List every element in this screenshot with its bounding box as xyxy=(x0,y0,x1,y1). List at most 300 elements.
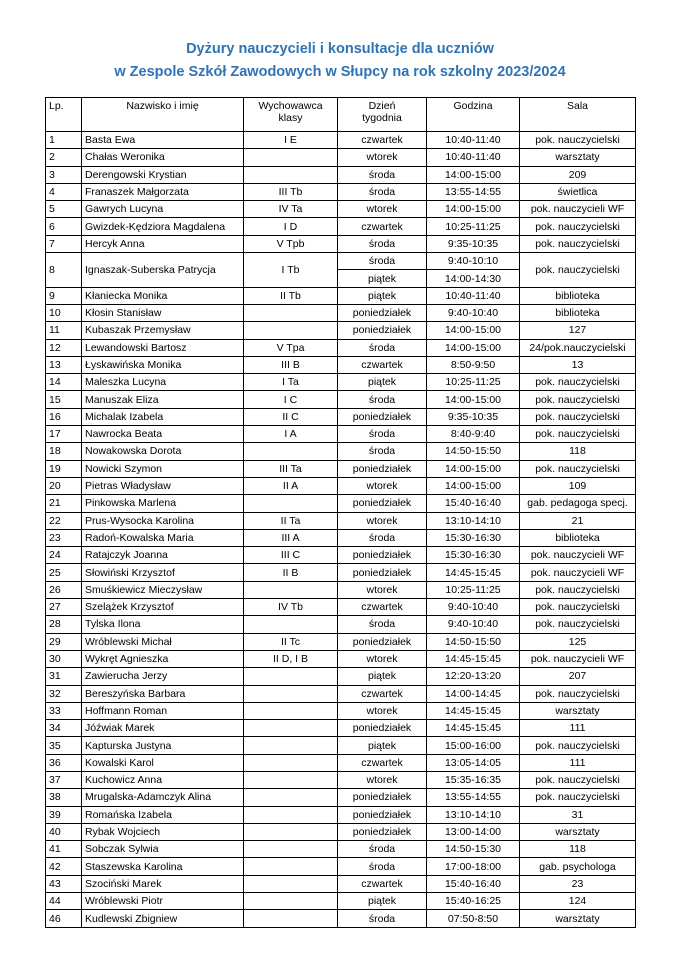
teacher-name: Basta Ewa xyxy=(82,132,244,149)
row-number: 42 xyxy=(46,858,82,875)
time-range: 13:10-14:10 xyxy=(427,806,520,823)
class-teacher xyxy=(244,754,338,771)
row-number: 18 xyxy=(46,443,82,460)
room: pok. nauczycieli WF xyxy=(520,564,636,581)
row-number: 8 xyxy=(46,253,82,288)
day-of-week: środa xyxy=(338,841,427,858)
time-range: 14:00-14:30 xyxy=(427,270,520,287)
day-of-week: środa xyxy=(338,858,427,875)
day-of-week: środa xyxy=(338,339,427,356)
day-of-week: poniedziałek xyxy=(338,789,427,806)
time-range: 14:00-15:00 xyxy=(427,201,520,218)
teacher-name: Tylska Ilona xyxy=(82,616,244,633)
time-range: 9:40-10:40 xyxy=(427,616,520,633)
table-row xyxy=(46,616,636,633)
teacher-name: Bereszyńska Barbara xyxy=(82,685,244,702)
table-row xyxy=(46,356,636,373)
table-row xyxy=(46,183,636,200)
teacher-name: Kowalski Karol xyxy=(82,754,244,771)
day-of-week: środa xyxy=(338,253,427,270)
row-number: 35 xyxy=(46,737,82,754)
table-row xyxy=(46,875,636,892)
class-teacher xyxy=(244,304,338,321)
table-row xyxy=(46,650,636,667)
table-header-row xyxy=(46,98,636,132)
class-teacher xyxy=(244,443,338,460)
day-of-week: poniedziałek xyxy=(338,322,427,339)
teacher-name: Słowiński Krzysztof xyxy=(82,564,244,581)
day-of-week: środa xyxy=(338,426,427,443)
teacher-name: Jóźwiak Marek xyxy=(82,720,244,737)
class-teacher: I D xyxy=(244,218,338,235)
day-of-week: piątek xyxy=(338,374,427,391)
table-row xyxy=(46,858,636,875)
table-row xyxy=(46,426,636,443)
table-row xyxy=(46,477,636,494)
room: gab. pedagoga specj. xyxy=(520,495,636,512)
teacher-name: Gawrych Lucyna xyxy=(82,201,244,218)
class-teacher: II Ta xyxy=(244,512,338,529)
day-of-week: czwartek xyxy=(338,754,427,771)
room: 124 xyxy=(520,893,636,910)
day-of-week: czwartek xyxy=(338,218,427,235)
row-number: 23 xyxy=(46,529,82,546)
room: pok. nauczycielski xyxy=(520,408,636,425)
table-row xyxy=(46,132,636,149)
table-row xyxy=(46,201,636,218)
class-teacher: II D, I B xyxy=(244,650,338,667)
day-of-week: środa xyxy=(338,616,427,633)
time-range: 15:35-16:35 xyxy=(427,771,520,788)
row-number: 41 xyxy=(46,841,82,858)
day-of-week: środa xyxy=(338,235,427,252)
table-row xyxy=(46,806,636,823)
class-teacher: III A xyxy=(244,529,338,546)
room: pok. nauczycielski xyxy=(520,685,636,702)
header-time: Godzina xyxy=(427,98,520,132)
teacher-name: Pinkowska Marlena xyxy=(82,495,244,512)
table-row xyxy=(46,408,636,425)
room: świetlica xyxy=(520,183,636,200)
day-of-week: środa xyxy=(338,443,427,460)
row-number: 38 xyxy=(46,789,82,806)
time-range: 10:40-11:40 xyxy=(427,132,520,149)
day-of-week: czwartek xyxy=(338,356,427,373)
teacher-name: Radoń-Kowalska Maria xyxy=(82,529,244,546)
row-number: 30 xyxy=(46,650,82,667)
class-teacher: IV Tb xyxy=(244,599,338,616)
time-range: 15:30-16:30 xyxy=(427,547,520,564)
room: 24/pok.nauczycielski xyxy=(520,339,636,356)
room: 209 xyxy=(520,166,636,183)
day-of-week: środa xyxy=(338,529,427,546)
row-number: 12 xyxy=(46,339,82,356)
room: 31 xyxy=(520,806,636,823)
duty-schedule-table xyxy=(45,97,636,928)
day-of-week: wtorek xyxy=(338,702,427,719)
time-range: 14:00-15:00 xyxy=(427,339,520,356)
table-row xyxy=(46,149,636,166)
day-of-week: wtorek xyxy=(338,201,427,218)
time-range: 13:55-14:55 xyxy=(427,789,520,806)
teacher-name: Ratajczyk Joanna xyxy=(82,547,244,564)
day-of-week: wtorek xyxy=(338,581,427,598)
day-of-week: poniedziałek xyxy=(338,547,427,564)
day-of-week: poniedziałek xyxy=(338,633,427,650)
class-teacher xyxy=(244,685,338,702)
room: pok. nauczycielski xyxy=(520,771,636,788)
room: pok. nauczycielski xyxy=(520,253,636,288)
row-number: 43 xyxy=(46,875,82,892)
teacher-name: Kubaszak Przemysław xyxy=(82,322,244,339)
day-of-week: piątek xyxy=(338,737,427,754)
class-teacher xyxy=(244,737,338,754)
document-title-line-1: Dyżury nauczycieli i konsultacje dla uczniów xyxy=(186,41,494,57)
day-of-week: czwartek xyxy=(338,132,427,149)
class-teacher xyxy=(244,149,338,166)
table-row xyxy=(46,253,636,270)
day-of-week: poniedziałek xyxy=(338,564,427,581)
row-number: 4 xyxy=(46,183,82,200)
class-teacher: III C xyxy=(244,547,338,564)
room: warsztaty xyxy=(520,149,636,166)
day-of-week: piątek xyxy=(338,270,427,287)
day-of-week: poniedziałek xyxy=(338,720,427,737)
time-range: 8:50-9:50 xyxy=(427,356,520,373)
row-number: 37 xyxy=(46,771,82,788)
day-of-week: poniedziałek xyxy=(338,806,427,823)
header-day-line1: Dzień xyxy=(368,100,396,112)
class-teacher: I Tb xyxy=(244,253,338,288)
day-of-week: wtorek xyxy=(338,149,427,166)
table-row xyxy=(46,339,636,356)
time-range: 9:35-10:35 xyxy=(427,408,520,425)
time-range: 10:25-11:25 xyxy=(427,218,520,235)
time-range: 10:25-11:25 xyxy=(427,581,520,598)
teacher-name: Kudlewski Zbigniew xyxy=(82,910,244,927)
room: pok. nauczycielski xyxy=(520,391,636,408)
table-row xyxy=(46,668,636,685)
teacher-name: Romańska Izabela xyxy=(82,806,244,823)
day-of-week: czwartek xyxy=(338,685,427,702)
header-class-line2: klasy xyxy=(278,112,303,124)
header-room: Sala xyxy=(520,98,636,132)
table-row xyxy=(46,685,636,702)
time-range: 15:40-16:40 xyxy=(427,875,520,892)
time-range: 15:30-16:30 xyxy=(427,529,520,546)
room: biblioteka xyxy=(520,529,636,546)
table-row xyxy=(46,564,636,581)
time-range: 07:50-8:50 xyxy=(427,910,520,927)
teacher-name: Michalak Izabela xyxy=(82,408,244,425)
class-teacher xyxy=(244,668,338,685)
teacher-name: Zawierucha Jerzy xyxy=(82,668,244,685)
time-range: 14:45-15:45 xyxy=(427,564,520,581)
row-number: 19 xyxy=(46,460,82,477)
room: 118 xyxy=(520,443,636,460)
teacher-name: Szociński Marek xyxy=(82,875,244,892)
time-range: 12:20-13:20 xyxy=(427,668,520,685)
day-of-week: czwartek xyxy=(338,599,427,616)
row-number: 15 xyxy=(46,391,82,408)
table-row xyxy=(46,599,636,616)
day-of-week: środa xyxy=(338,910,427,927)
room: 111 xyxy=(520,720,636,737)
teacher-name: Kapturska Justyna xyxy=(82,737,244,754)
class-teacher xyxy=(244,858,338,875)
teacher-name: Staszewska Karolina xyxy=(82,858,244,875)
room: pok. nauczycielski xyxy=(520,426,636,443)
time-range: 9:40-10:40 xyxy=(427,304,520,321)
table-row xyxy=(46,287,636,304)
teacher-name: Wróblewski Michał xyxy=(82,633,244,650)
row-number: 25 xyxy=(46,564,82,581)
class-teacher: II B xyxy=(244,564,338,581)
teacher-name: Wróblewski Piotr xyxy=(82,893,244,910)
row-number: 26 xyxy=(46,581,82,598)
room: warsztaty xyxy=(520,910,636,927)
time-range: 14:00-15:00 xyxy=(427,166,520,183)
room: 109 xyxy=(520,477,636,494)
row-number: 11 xyxy=(46,322,82,339)
teacher-name: Sobczak Sylwia xyxy=(82,841,244,858)
row-number: 21 xyxy=(46,495,82,512)
teacher-name: Manuszak Eliza xyxy=(82,391,244,408)
room: pok. nauczycieli WF xyxy=(520,547,636,564)
teacher-name: Smuśkiewicz Mieczysław xyxy=(82,581,244,598)
table-row xyxy=(46,633,636,650)
teacher-name: Rybak Wojciech xyxy=(82,823,244,840)
room: pok. nauczycielski xyxy=(520,789,636,806)
teacher-name: Prus-Wysocka Karolina xyxy=(82,512,244,529)
room: pok. nauczycielski xyxy=(520,581,636,598)
class-teacher: I Ta xyxy=(244,374,338,391)
time-range: 15:40-16:40 xyxy=(427,495,520,512)
time-range: 14:00-15:00 xyxy=(427,460,520,477)
teacher-name: Nowicki Szymon xyxy=(82,460,244,477)
time-range: 15:00-16:00 xyxy=(427,737,520,754)
row-number: 7 xyxy=(46,235,82,252)
table-row xyxy=(46,702,636,719)
room: pok. nauczycielski xyxy=(520,235,636,252)
teacher-name: Łyskawińska Monika xyxy=(82,356,244,373)
teacher-name: Chałas Weronika xyxy=(82,149,244,166)
room: 111 xyxy=(520,754,636,771)
time-range: 9:35-10:35 xyxy=(427,235,520,252)
class-teacher xyxy=(244,893,338,910)
room: warsztaty xyxy=(520,823,636,840)
row-number: 36 xyxy=(46,754,82,771)
table-row xyxy=(46,495,636,512)
teacher-name: Wykręt Agnieszka xyxy=(82,650,244,667)
row-number: 28 xyxy=(46,616,82,633)
room: pok. nauczycielski xyxy=(520,374,636,391)
class-teacher xyxy=(244,581,338,598)
class-teacher xyxy=(244,806,338,823)
room: 127 xyxy=(520,322,636,339)
day-of-week: wtorek xyxy=(338,477,427,494)
day-of-week: czwartek xyxy=(338,875,427,892)
header-class-teacher xyxy=(244,98,338,132)
teacher-name: Kłosin Stanisław xyxy=(82,304,244,321)
class-teacher: II C xyxy=(244,408,338,425)
time-range: 9:40-10:10 xyxy=(427,253,520,270)
row-number: 13 xyxy=(46,356,82,373)
table-row xyxy=(46,910,636,927)
teacher-name: Hercyk Anna xyxy=(82,235,244,252)
table-row xyxy=(46,218,636,235)
class-teacher xyxy=(244,771,338,788)
row-number: 10 xyxy=(46,304,82,321)
teacher-name: Kuchowicz Anna xyxy=(82,771,244,788)
class-teacher xyxy=(244,166,338,183)
class-teacher: III B xyxy=(244,356,338,373)
row-number: 32 xyxy=(46,685,82,702)
day-of-week: piątek xyxy=(338,893,427,910)
time-range: 14:50-15:50 xyxy=(427,443,520,460)
day-of-week: piątek xyxy=(338,287,427,304)
teacher-name: Nowakowska Dorota xyxy=(82,443,244,460)
table-row xyxy=(46,841,636,858)
day-of-week: poniedziałek xyxy=(338,460,427,477)
row-number: 34 xyxy=(46,720,82,737)
day-of-week: środa xyxy=(338,183,427,200)
header-name: Nazwisko i imię xyxy=(82,98,244,132)
time-range: 14:00-15:00 xyxy=(427,322,520,339)
table-row xyxy=(46,737,636,754)
day-of-week: poniedziałek xyxy=(338,823,427,840)
day-of-week: piątek xyxy=(338,668,427,685)
time-range: 10:40-11:40 xyxy=(427,149,520,166)
row-number: 1 xyxy=(46,132,82,149)
table-row xyxy=(46,512,636,529)
room: 13 xyxy=(520,356,636,373)
row-number: 6 xyxy=(46,218,82,235)
teacher-name: Mrugalska-Adamczyk Alina xyxy=(82,789,244,806)
teacher-name: Szelążek Krzysztof xyxy=(82,599,244,616)
time-range: 14:50-15:50 xyxy=(427,633,520,650)
time-range: 8:40-9:40 xyxy=(427,426,520,443)
table-row xyxy=(46,322,636,339)
room: pok. nauczycieli WF xyxy=(520,201,636,218)
room: pok. nauczycielski xyxy=(520,460,636,477)
row-number: 46 xyxy=(46,910,82,927)
row-number: 33 xyxy=(46,702,82,719)
time-range: 17:00-18:00 xyxy=(427,858,520,875)
room: 23 xyxy=(520,875,636,892)
class-teacher xyxy=(244,789,338,806)
teacher-name: Hoffmann Roman xyxy=(82,702,244,719)
class-teacher xyxy=(244,495,338,512)
table-row xyxy=(46,235,636,252)
room: pok. nauczycielski xyxy=(520,132,636,149)
row-number: 14 xyxy=(46,374,82,391)
class-teacher xyxy=(244,875,338,892)
class-teacher: II A xyxy=(244,477,338,494)
row-number: 39 xyxy=(46,806,82,823)
time-range: 13:55-14:55 xyxy=(427,183,520,200)
class-teacher xyxy=(244,910,338,927)
time-range: 13:00-14:00 xyxy=(427,823,520,840)
table-row xyxy=(46,754,636,771)
teacher-name: Derengowski Krystian xyxy=(82,166,244,183)
day-of-week: wtorek xyxy=(338,512,427,529)
table-row xyxy=(46,720,636,737)
time-range: 10:40-11:40 xyxy=(427,287,520,304)
class-teacher: V Tpa xyxy=(244,339,338,356)
time-range: 9:40-10:40 xyxy=(427,599,520,616)
table-row xyxy=(46,166,636,183)
row-number: 16 xyxy=(46,408,82,425)
class-teacher: I E xyxy=(244,132,338,149)
class-teacher: II Tb xyxy=(244,287,338,304)
row-number: 27 xyxy=(46,599,82,616)
class-teacher: III Tb xyxy=(244,183,338,200)
day-of-week: poniedziałek xyxy=(338,408,427,425)
room: 207 xyxy=(520,668,636,685)
class-teacher xyxy=(244,702,338,719)
room: 118 xyxy=(520,841,636,858)
table-row xyxy=(46,789,636,806)
time-range: 14:00-15:00 xyxy=(427,391,520,408)
room: gab. psychologa xyxy=(520,858,636,875)
class-teacher: II Tc xyxy=(244,633,338,650)
time-range: 14:00-14:45 xyxy=(427,685,520,702)
class-teacher: I A xyxy=(244,426,338,443)
teacher-name: Maleszka Lucyna xyxy=(82,374,244,391)
time-range: 14:45-15:45 xyxy=(427,702,520,719)
row-number: 17 xyxy=(46,426,82,443)
teacher-name: Nawrocka Beata xyxy=(82,426,244,443)
table-row xyxy=(46,581,636,598)
room: pok. nauczycielski xyxy=(520,218,636,235)
row-number: 44 xyxy=(46,893,82,910)
row-number: 9 xyxy=(46,287,82,304)
room: biblioteka xyxy=(520,287,636,304)
day-of-week: poniedziałek xyxy=(338,304,427,321)
room: biblioteka xyxy=(520,304,636,321)
class-teacher xyxy=(244,823,338,840)
row-number: 29 xyxy=(46,633,82,650)
header-lp: Lp. xyxy=(46,98,82,132)
row-number: 3 xyxy=(46,166,82,183)
class-teacher xyxy=(244,616,338,633)
table-row xyxy=(46,823,636,840)
room: pok. nauczycielski xyxy=(520,737,636,754)
day-of-week: wtorek xyxy=(338,771,427,788)
teacher-name: Gwizdek-Kędziora Magdalena xyxy=(82,218,244,235)
teacher-name: Lewandowski Bartosz xyxy=(82,339,244,356)
teacher-name: Pietras Władysław xyxy=(82,477,244,494)
row-number: 31 xyxy=(46,668,82,685)
time-range: 10:25-11:25 xyxy=(427,374,520,391)
day-of-week: wtorek xyxy=(338,650,427,667)
room: 125 xyxy=(520,633,636,650)
table-row xyxy=(46,893,636,910)
day-of-week: środa xyxy=(338,391,427,408)
row-number: 22 xyxy=(46,512,82,529)
time-range: 14:45-15:45 xyxy=(427,650,520,667)
time-range: 14:45-15:45 xyxy=(427,720,520,737)
time-range: 14:00-15:00 xyxy=(427,477,520,494)
time-range: 14:50-15:30 xyxy=(427,841,520,858)
class-teacher: III Ta xyxy=(244,460,338,477)
header-day xyxy=(338,98,427,132)
class-teacher: I C xyxy=(244,391,338,408)
table-row xyxy=(46,374,636,391)
table-row xyxy=(46,460,636,477)
time-range: 13:05-14:05 xyxy=(427,754,520,771)
